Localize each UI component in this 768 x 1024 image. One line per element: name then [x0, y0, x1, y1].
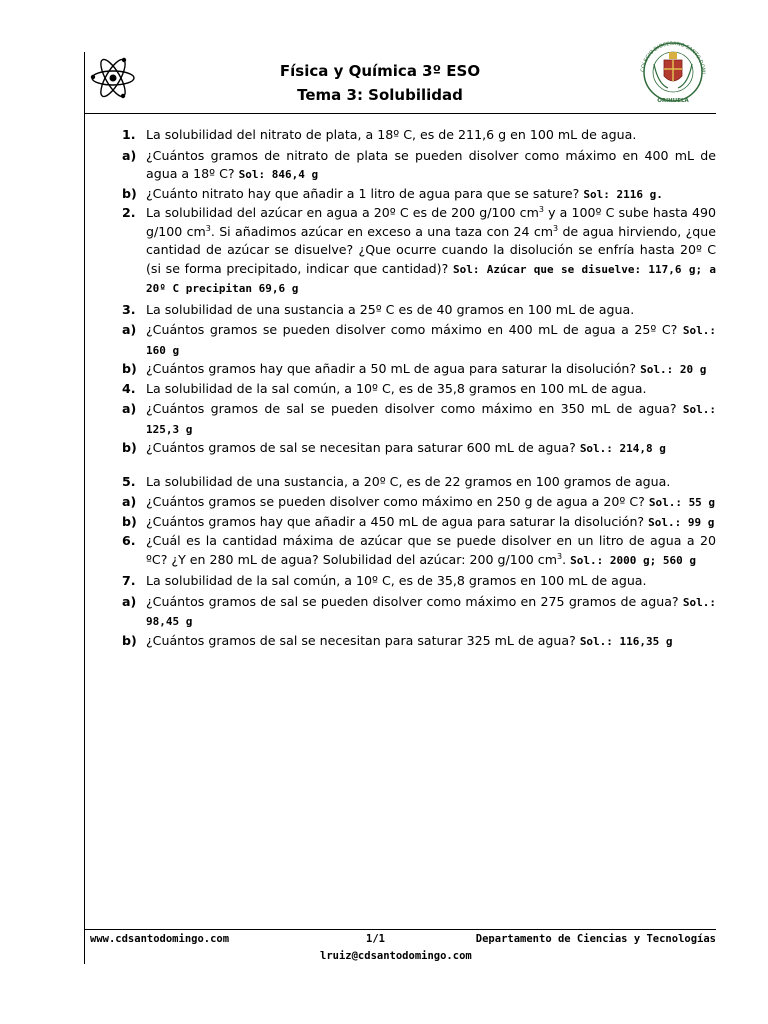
sub-label: a) — [122, 593, 137, 609]
sub-text: ¿Cuántos gramos de sal se pueden disolver como máximo en 350 mL de agua? — [146, 401, 677, 416]
sub-text: ¿Cuántos gramos hay que añadir a 50 mL de agua para saturar la disolución? — [146, 361, 637, 376]
problem-5 — [118, 473, 716, 492]
problem-4 — [118, 380, 716, 399]
solution: Sol.: 2000 g; 560 g — [570, 553, 696, 567]
sub-label: b) — [122, 361, 137, 376]
problem-number: 4. — [122, 380, 136, 396]
problem-7 — [118, 572, 716, 591]
page-subtitle: Tema 3: Solubilidad — [297, 86, 463, 104]
problem-5b — [118, 513, 716, 533]
page-title: Física y Química 3º ESO — [279, 62, 481, 80]
solution: Sol.: 116,35 g — [579, 634, 673, 648]
atom-icon — [89, 55, 137, 101]
spacer — [118, 459, 716, 473]
problem-5a — [118, 493, 716, 513]
superscript: 3 — [557, 551, 563, 561]
seal-text-top: COLEGIO DIOCESANO SANTO DOMI — [640, 40, 707, 75]
header-rule — [84, 113, 716, 114]
problem-number: 1. — [122, 127, 136, 142]
problem-text: y a 100º C sube hasta 490 g/100 cm — [146, 205, 716, 239]
problem-text: ¿Cuál es la cantidad máxima de azúcar que se puede disolver en un litro de agua a 20 ºC? ¿Y en 280 mL de agua? Solubilidad del azúcar: 200 g/100 cm — [146, 533, 716, 567]
problem-text: La solubilidad del azúcar en agua a 20º C es de 200 g/100 cm — [146, 205, 539, 220]
sub-text: ¿Cuántos gramos de sal se pueden disolver como máximo en 275 gramos de agua? — [146, 593, 679, 609]
sub-label: a) — [122, 401, 137, 416]
problem-6 — [118, 532, 716, 570]
sub-text: ¿Cuánto nitrato hay que añadir a 1 litro de agua para que se sature? — [146, 185, 580, 201]
problem-3a — [118, 321, 716, 360]
problem-text: La solubilidad de la sal común, a 10º C, es de 35,8 gramos en 100 mL de agua. — [146, 573, 647, 588]
solution: Sol.: 98,45 g — [146, 595, 716, 628]
sub-label: b) — [122, 632, 137, 648]
solution: Sol.: 160 g — [146, 324, 716, 357]
sub-label: b) — [122, 185, 137, 201]
problem-7b — [118, 632, 716, 652]
problem-1 — [118, 126, 716, 145]
problem-number: 6. — [122, 533, 136, 548]
footer-rule — [84, 929, 716, 930]
superscript: 3 — [553, 223, 559, 233]
solution: Sol: Azúcar que se disuelve: 117,6 g; a 20º C precipitan 69,6 g — [146, 262, 716, 295]
solution: Sol: 2116 g. — [583, 187, 663, 201]
footer-email: lruiz@cdsantodomingo.com — [320, 950, 472, 962]
problem-text: de agua hirviendo, ¿que cantidad de azúcar se disuelve? ¿Que ocurre cuando la disolución se enfría hasta 20º C (si se forma precipitado, indicar que cantidad)? — [146, 223, 716, 276]
sub-text: ¿Cuántos gramos de sal se necesitan para saturar 600 mL de agua? — [146, 440, 576, 455]
problem-number: 5. — [122, 473, 136, 489]
problem-4a — [118, 400, 716, 439]
superscript: 3 — [205, 223, 211, 233]
sub-text: ¿Cuántos gramos de nitrato de plata se pueden disolver como máximo en 400 mL de agua a 18º C? — [146, 147, 716, 181]
problem-number: 3. — [122, 301, 136, 317]
problem-text: La solubilidad del nitrato de plata, a 18º C, es de 211,6 g en 100 mL de agua. — [146, 127, 637, 142]
problem-3 — [118, 301, 716, 320]
solution: Sol.: 20 g — [640, 363, 707, 376]
solution: Sol.: 55 g — [648, 496, 716, 509]
seal-text-bottom: ORIHUELA — [657, 98, 689, 104]
sub-label: a) — [122, 147, 137, 163]
problem-text: . — [562, 551, 567, 567]
left-margin-rule — [84, 52, 85, 964]
problem-7a — [118, 593, 716, 632]
superscript: 3 — [538, 204, 544, 214]
sub-text: ¿Cuántos gramos se pueden disolver como máximo en 400 mL de agua a 25º C? — [146, 322, 678, 337]
solution: Sol.: 125,3 g — [146, 403, 716, 436]
problem-1b — [118, 185, 716, 205]
problem-number: 2. — [122, 205, 136, 220]
problem-list — [118, 126, 716, 651]
footer-website: www.cdsantodomingo.com — [90, 933, 230, 945]
problem-text: La solubilidad de la sal común, a 10º C, es de 35,8 gramos en 100 mL de agua. — [146, 380, 647, 396]
problem-3b — [118, 360, 716, 380]
sub-label: b) — [122, 513, 137, 529]
school-seal-icon — [632, 34, 714, 104]
sub-label: a) — [122, 494, 137, 509]
sub-label: b) — [122, 440, 137, 455]
problem-text: La solubilidad de una sustancia a 25º C es de 40 gramos en 100 mL de agua. — [146, 301, 635, 317]
solution: Sol: 846,4 g — [238, 168, 319, 181]
sub-text: ¿Cuántos gramos se pueden disolver como máximo en 250 g de agua a 20º C? — [146, 494, 645, 509]
sub-text: ¿Cuántos gramos de sal se necesitan para saturar 325 mL de agua? — [146, 632, 576, 648]
solution: Sol.: 99 g — [648, 515, 715, 529]
problem-number: 7. — [122, 573, 136, 588]
problem-text: La solubilidad de una sustancia, a 20º C, es de 22 gramos en 100 gramos de agua. — [146, 473, 671, 489]
problem-1a — [118, 147, 716, 185]
problem-text: . Si añadimos azúcar en exceso a una taza con 24 cm — [210, 223, 554, 239]
solution: Sol.: 214,8 g — [579, 442, 666, 455]
footer-department: Departamento de Ciencias y Tecnologías — [475, 933, 716, 945]
problem-2 — [118, 204, 716, 299]
problem-4b — [118, 439, 716, 459]
sub-text: ¿Cuántos gramos hay que añadir a 450 mL de agua para saturar la disolución? — [146, 513, 645, 529]
footer-page-number: 1/1 — [366, 933, 385, 945]
sub-label: a) — [122, 322, 137, 337]
